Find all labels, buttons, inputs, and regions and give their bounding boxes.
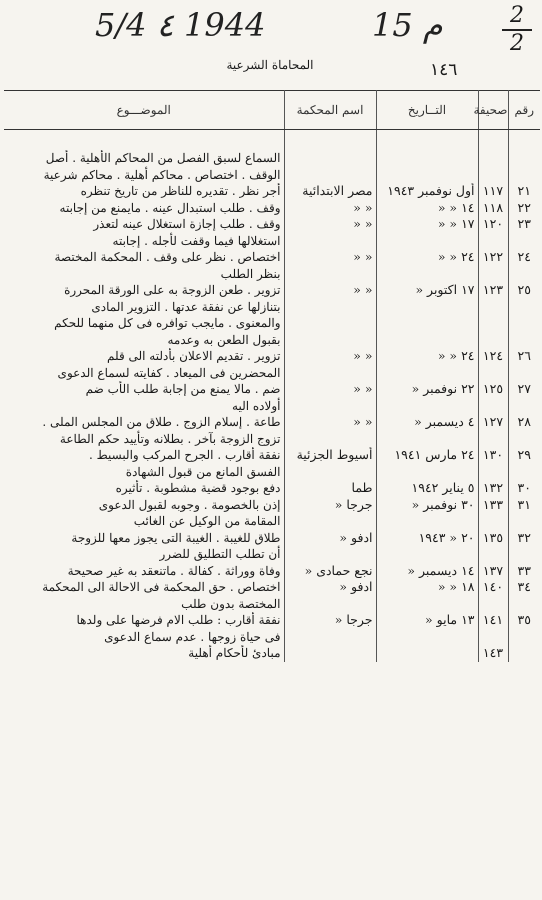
row-page: ١٢٣ [478,282,508,348]
row-subject [4,348,284,381]
subject-line: أولاده اليه [232,398,281,413]
row-number: ٣١ [508,497,540,530]
subject-line: وقف . طلب إجازة استغلال عينه لتعذر [93,217,281,231]
row-number: ٣٤ [508,579,540,612]
table-row [4,216,540,249]
subject-line: دفع بوجود قضية مشطوبة . تأثيره [115,481,281,495]
col-header-court: اسم المحكمة [284,91,376,130]
row-number: ٢٨ [508,414,540,447]
row-number: ٢٦ [508,348,540,381]
row-subject [4,249,284,282]
subject-line: ضم . مالا يمنع من إجابة طلب الأب ضم [85,382,281,396]
row-date: ١٧ اكتوبر « [376,282,478,348]
row-page [478,150,508,183]
table-spacer-row [4,130,540,151]
subject-line: أن تطلب التطليق للضرر [159,547,281,561]
table-row [4,348,540,381]
row-number: ٣٠ [508,480,540,497]
row-court: « « [284,282,376,348]
row-date [376,645,478,662]
row-subject [4,282,284,348]
row-subject [4,579,284,612]
table-row [4,414,540,447]
row-court: ادفو « [284,530,376,563]
row-court: ادفو « [284,579,376,612]
row-page: ١٤٠ [478,579,508,612]
table-row [4,480,540,497]
row-court: طما [284,480,376,497]
row-subject [4,612,284,645]
row-number: ٣٥ [508,612,540,645]
subject-line: طلاق للغيبة . الغيبة التى يجوز معها للزوجة [71,530,281,545]
row-subject [4,200,284,217]
col-header-num: رقم [508,91,540,130]
table-row [4,645,540,662]
row-page: ١١٨ [478,200,508,217]
subject-line: تزوير . طعن الزوجة به على الورقة المحررة [64,283,281,297]
subject-line: طاعة . إسلام الزوج . طلاق من المجلس الملى . [42,415,281,429]
row-subject [4,414,284,447]
row-number: ٣٢ [508,530,540,563]
row-subject [4,216,284,249]
subject-line: المختصة بدون طلب [181,596,281,611]
row-page: ١٤٣ [478,645,508,662]
subject-line: السماع لسبق الفصل من المحاكم الأهلية . أصل [45,151,281,165]
table-row [4,381,540,414]
table-row [4,282,540,348]
subject-line: نفقة أقارب : طلب الام فرضها على ولدها [76,613,281,627]
row-page: ١٣٠ [478,447,508,480]
row-date: ٢٠ « ١٩٤٣ [376,530,478,563]
row-court: « « [284,249,376,282]
journal-title: المحاماة الشرعية [226,58,314,72]
row-date: ١٤ ديسمبر « [376,563,478,580]
row-date: ١٣ مايو « [376,612,478,645]
col-header-subject: الموضـــوع [4,91,284,130]
row-date: ١٧ « « [376,216,478,249]
row-subject [4,150,284,183]
row-subject [4,480,284,497]
row-date: ٤ ديسمبر « [376,414,478,447]
row-subject [4,530,284,563]
row-page: ١٢٠ [478,216,508,249]
row-page: ١١٧ [478,183,508,200]
row-date: ١٤ « « [376,200,478,217]
table-row [4,183,540,200]
row-number [508,645,540,662]
subject-line: إذن بالخصومة . وجوبه لقبول الدعوى [98,497,281,512]
subject-line: تزوير . تقديم الاعلان بأدلته الى قلم [106,349,281,363]
subject-line: والمعنوى . مايجب توافره فى كل منهما للحكم [54,316,281,330]
row-number: ٢٣ [508,216,540,249]
subject-line: بتنازلها عن نفقة عدتها . التزوير المادى [91,299,281,314]
subject-line: بقبول الطعن به وعدمه [167,332,281,347]
subject-line: أجر نظر . تقديره للناظر من تاريخ تنظره [80,184,281,198]
row-date: ٢٤ « « [376,348,478,381]
row-number: ٢٥ [508,282,540,348]
table-row [4,530,540,563]
subject-line: الوقف . اختصاص . محاكم أهلية . محاكم شرعية [43,167,281,182]
row-page: ١٢٥ [478,381,508,414]
table-row [4,563,540,580]
subject-line: بنظر الطلب [220,266,281,281]
row-court: جرجا « [284,497,376,530]
subject-line: مبادئ لأحكام أهلية [188,646,281,660]
row-subject [4,563,284,580]
row-page: ١٢٢ [478,249,508,282]
row-court: أسيوط الجزئية [284,447,376,480]
row-court: « « [284,348,376,381]
row-date: ٣٠ نوفمبر « [376,497,478,530]
row-subject [4,381,284,414]
row-court: جرجا « [284,612,376,645]
row-page: ١٣٢ [478,480,508,497]
index-table [4,90,540,662]
row-court: نجع حمادى « [284,563,376,580]
row-number [508,150,540,183]
col-header-date: التــاريخ [376,91,478,130]
col-header-page: صحيفة [478,91,508,130]
table-row [4,497,540,530]
table-row [4,447,540,480]
row-page: ١٣٧ [478,563,508,580]
row-number: ٢٤ [508,249,540,282]
subject-line: استغلالها فيما وقفت لأجله . إجابته [112,233,281,248]
row-court [284,150,376,183]
row-number: ٣٣ [508,563,540,580]
handwritten-number: 15 م [372,6,443,44]
row-date: ٢٤ مارس ١٩٤١ [376,447,478,480]
row-date: ٢٢ نوفمبر « [376,381,478,414]
subject-line: المحضرين فى الميعاد . كفايته لسماع الدعوى [57,365,281,380]
table-row [4,249,540,282]
subject-line: تزوج الزوجة بآخر . بطلانه وتأييد حكم الطاعة [59,431,281,446]
row-page: ١٣٣ [478,497,508,530]
row-subject [4,497,284,530]
subject-line: اختصاص . حق المحكمة فى الاحالة الى المحكمة [42,580,281,594]
subject-line: نفقة أقارب . الجرح المركب والبسيط . [88,448,281,462]
page-number: ١٤٦ [430,60,458,80]
row-court: « « [284,381,376,414]
subject-line: اختصاص . نظر على وقف . المحكمة المختصة [54,250,281,264]
row-court [284,645,376,662]
fraction-bottom: 2 [510,31,524,56]
subject-line: المقامة من الوكيل عن الغائب [133,514,281,528]
row-subject [4,447,284,480]
row-subject [4,645,284,662]
table-header [4,91,540,130]
row-date [376,150,478,183]
table-row [4,200,540,217]
table-row [4,579,540,612]
row-page: ١٢٤ [478,348,508,381]
table-body [4,130,540,662]
row-page: ١٣٥ [478,530,508,563]
subject-line: الفسق المانع من قبول الشهادة [125,464,281,479]
row-court: « « [284,216,376,249]
subject-line: فى حياة زوجها . عدم سماع الدعوى [104,629,281,644]
row-number: ٢١ [508,183,540,200]
row-date: أول نوفمبر ١٩٤٣ [376,183,478,200]
subject-line: وفاة ووراثة . كفالة . ماتنعقد به غير صحيحة [67,563,281,578]
handwritten-date: 5/4 ٤ 1944 [95,6,266,44]
row-number: ٢٢ [508,200,540,217]
table-row [4,150,540,183]
subject-line: وقف . طلب استبدال عينه . مايمنع من إجابته [59,200,281,215]
row-number: ٢٩ [508,447,540,480]
handwritten-fraction [500,4,534,56]
row-court: « « [284,200,376,217]
row-subject [4,183,284,200]
fraction-top: 2 [510,3,524,28]
row-page: ١٤١ [478,612,508,645]
row-date: ٥ يناير ١٩٤٢ [376,480,478,497]
table-row [4,612,540,645]
row-date: ١٨ « « [376,579,478,612]
row-number: ٢٧ [508,381,540,414]
row-date: ٢٤ « « [376,249,478,282]
row-page: ١٢٧ [478,414,508,447]
row-court: « « [284,414,376,447]
row-court: مصر الابتدائية [284,183,376,200]
